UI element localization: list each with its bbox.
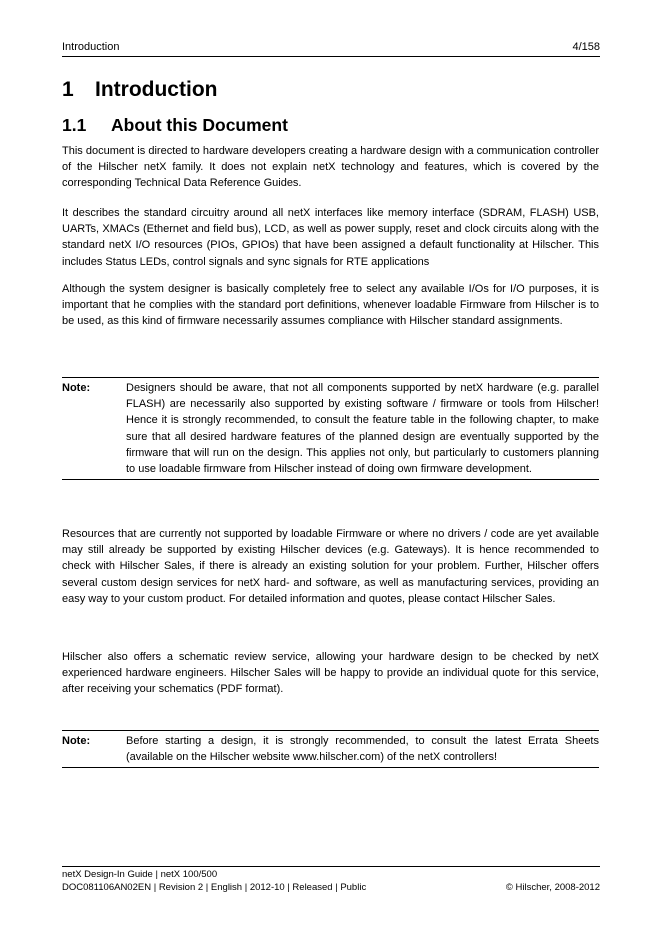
paragraph-review-service: Hilscher also offers a schematic review service, allowing your hardware design to be checked by netX experienced hardware engineers. Hilscher Sales will be happy to provide an individual quote for this service, after receiving your schematics (PDF format). (62, 651, 599, 696)
footer-doc-info: DOC081106AN02EN | Revision 2 | English | 2012-10 | Released | Public (62, 881, 367, 893)
section-number: 1.1 (62, 115, 87, 135)
chapter-heading (62, 77, 217, 103)
section-title: About this Document (111, 115, 288, 135)
page-footer (62, 866, 600, 894)
page-header (62, 40, 600, 57)
note-box-errata (62, 730, 599, 768)
header-page-number: 4/158 (572, 41, 600, 53)
header-section: Introduction (62, 41, 120, 53)
paragraph-io-purposes: Although the system designer is basically completely free to select any available I/Os for I/O purposes, it is important that he complies with the standard port definitions, whenever loadable Firmware from Hilscher is to be used, as this kind of firmware necessarily assumes compliance with Hilscher standard assignments. (62, 283, 599, 328)
note-label: Note: (62, 735, 91, 747)
paragraph-intro: This document is directed to hardware developers creating a hardware design with a communication controller of the Hilscher netX family. It does not explain netX technology and features, which is covered by the corresponding Technical Data Reference Guides. (62, 145, 599, 190)
note-box-components (62, 377, 599, 480)
section-heading (62, 114, 288, 136)
note-text: Before starting a design, it is strongly recommended, to consult the latest Errata Sheets (available on the Hilscher website www.hilscher.com) of the netX controllers! (126, 735, 599, 764)
footer-copyright: © Hilscher, 2008-2012 (505, 881, 600, 893)
note-text: Designers should be aware, that not all components supported by netX hardware (e.g. parallel FLASH) are necessarily also supported by existing software / firmware or tools from Hilscher! Hence it is strongly recommended, to consult the feature table in the following chapter, to make sure that all desired hardware features of the planned design are eventually supported by the firmware that will run on the design. This applies not only, but particularly to customers planning to use loadable firmware from Hilscher instead of doing own firmware development. (126, 382, 599, 476)
note-label: Note: (62, 382, 91, 394)
chapter-number: 1 (62, 78, 74, 101)
paragraph-resources: Resources that are currently not supported by loadable Firmware or where no drivers / code are yet available may still already be supported by existing Hilscher devices (e.g. Gateways). It is hence recommended to check with Hilscher Sales, if there is already an existing solution for your problem. Further, Hilscher offers several custom design services for netX hard- and software, as well as manufacturing services, providing an easy way to your custom product. For detailed information and quotes, please contact Hilscher Sales. (62, 528, 599, 605)
paragraph-circuitry: It describes the standard circuitry around all netX interfaces like memory interface (SDRAM, FLASH) USB, UARTs, XMACs (Ethernet and field bus), LCD, as well as power supply, reset and clock circuits along with the standard netX I/O resources (PIOs, GPIOs) that have been assigned a default functionality at Hilscher. This includes Status LEDs, control signals and sync signals for RTE applications (62, 207, 599, 268)
chapter-title: Introduction (95, 78, 218, 101)
footer-doc-title: netX Design-In Guide | netX 100/500 (62, 869, 218, 880)
